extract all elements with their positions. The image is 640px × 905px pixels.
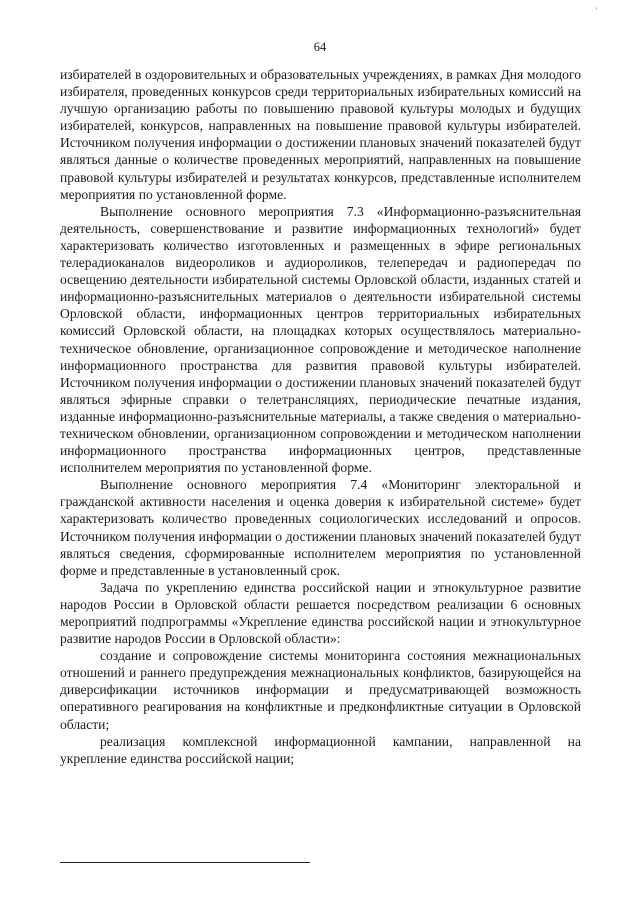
paragraph-4: Задача по укреплению единства российской нации и этнокультурное развитие народов России в Орловской области решается посредством реализации 6 основных мероприятий подпрограммы «Укрепление единства российской нации и этнокультурное развитие народов России в Орловской области»: bbox=[60, 579, 581, 647]
paragraph-6: реализация комплексной информационной кампании, направленной на укрепление единства российской нации; bbox=[60, 733, 581, 766]
paragraph-2: Выполнение основного мероприятия 7.3 «Информационно-разъяснительная деятельность, совершенствование и развитие информационных технологий» будет характеризовать количество изготовленных и размещенных в эфире региональных телерадиоканалов видеороликов и аудиороликов, телепередач и радиопередач по освещению деятельности избирательной системы Орловской области, изданных статей и информационно-разъяснительных материалов о деятельности избирательной системы Орловской области, информационных центров территориальных избирательных комиссий Орловской области, на площадках которых осуществлялось материально-техническое обновление, организационное сопровождение и методическое наполнение информационного пространства для развития правовой культуры избирателей. Источником получения информации о достижении плановых значений показателей будут являться эфирные справки о телетрансляциях, периодические печатные издания, изданные информационно-разъяснительные материалы, а также сведения о материально-техническом обновлении, организационном сопровождении и методическом наполнении информационного пространства информационных центров, представленные исполнителем мероприятия по установленной форме. bbox=[60, 203, 581, 476]
paragraph-5: создание и сопровождение системы мониторинга состояния межнациональных отношений и раннего предупреждения межнациональных конфликтов, базирующейся на диверсификации источников информации и предусматривающей возможность оперативного реагирования на конфликтные и предконфликтные ситуации в Орловской области; bbox=[60, 648, 581, 732]
scan-mark: ' bbox=[596, 6, 598, 15]
body-text bbox=[60, 66, 581, 767]
footnote-separator-line bbox=[60, 862, 310, 863]
paragraph-3: Выполнение основного мероприятия 7.4 «Мониторинг электоральной и гражданской активности населения и оценка доверия к избирательной системе» будет характеризовать количество проведенных социологических исследований и опросов. Источником получения информации о достижении плановых значений показателей будут являться сведения, сформированные исполнителем мероприятия по установленной форме и представленные в установленный срок. bbox=[60, 477, 581, 578]
page-number: 64 bbox=[313, 40, 327, 54]
paragraph-1: избирателей в оздоровительных и образовательных учреждениях, в рамках Дня молодого избирателя, проведенных конкурсов среди территориальных избирательных комиссий на лучшую организацию работы по повышению правовой культуры молодых и будущих избирателей, конкурсов, направленных на повышение правовой культуры избирателей. Источником получения информации о достижении плановых значений показателей будут являться данные о количестве проведенных мероприятий, направленных на повышение правовой культуры избирателей и результатах конкурсов, представленные исполнителем мероприятия по установленной форме. bbox=[60, 67, 581, 202]
